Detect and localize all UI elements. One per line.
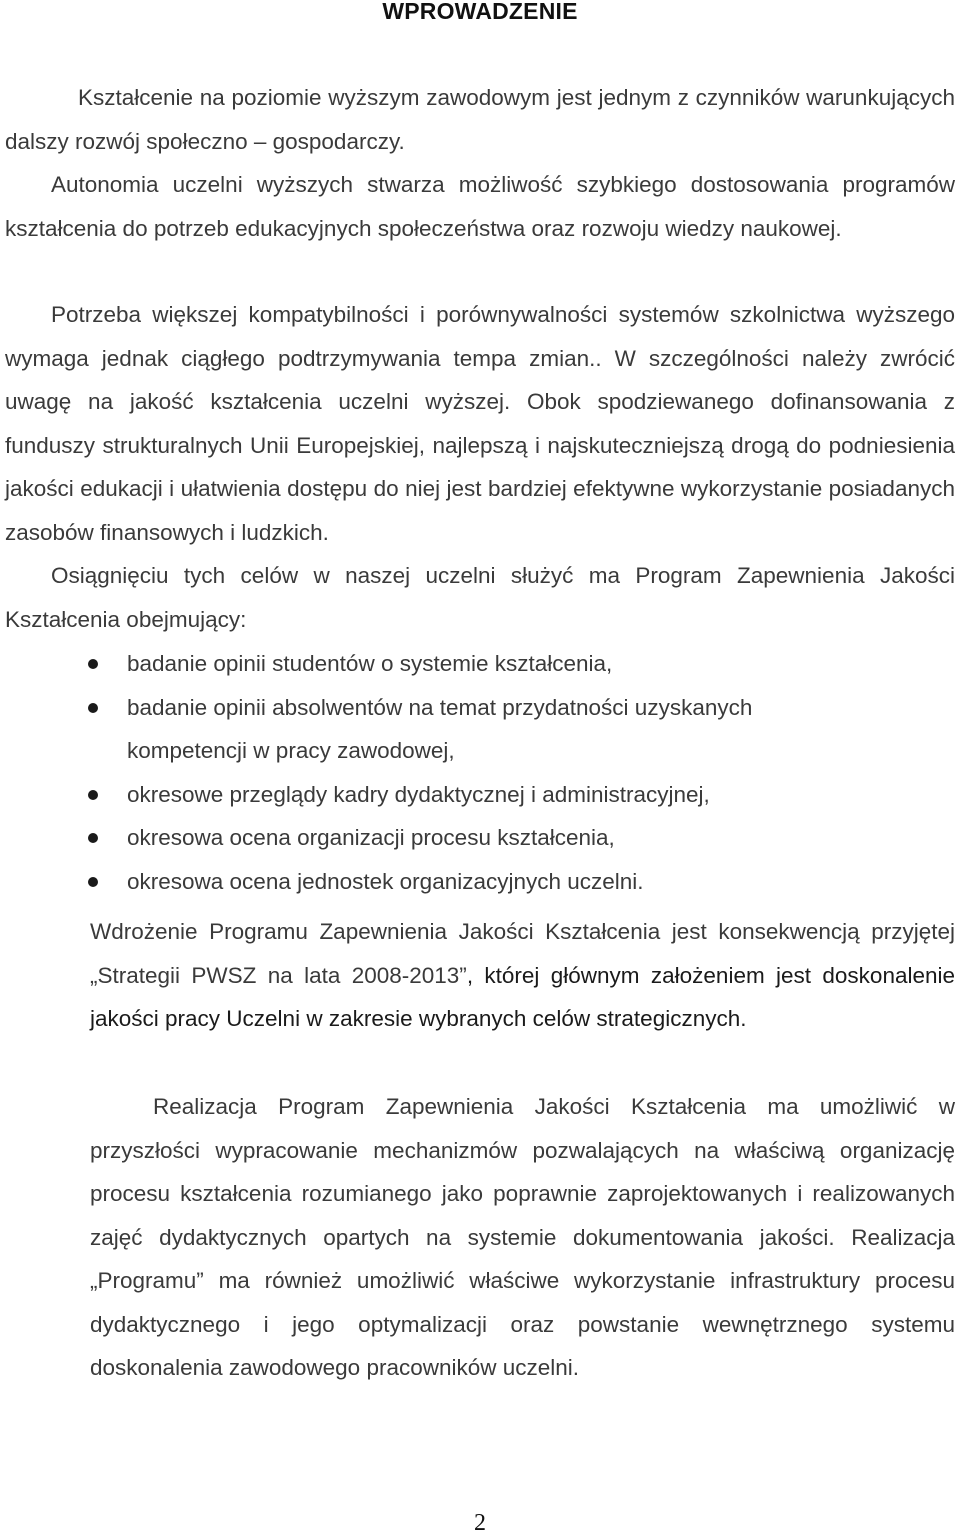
- paragraph-program-intro-text: Osiągnięciu tych celów w naszej uczelni służyć ma Program Zapewnienia Jakości Kształcenia obejmujący:: [5, 563, 955, 632]
- list-item: badanie opinii studentów o systemie kształcenia,: [0, 642, 847, 686]
- paragraph-realization: [90, 1085, 955, 1390]
- paragraph-realization-text: Realizacja Program Zapewnienia Jakości Kształcenia ma umożliwić w przyszłości wypracowanie mechanizmów pozwalających na właściwą organizację procesu kształcenia rozumianego jako poprawnie zaprojektowanych i realizowanych zajęć dydaktycznych opartych na systemie dokumentowania jakości. Realizacja „Programu” ma również umożliwić właściwe wykorzystanie infrastruktury procesu dydaktycznego i jego optymalizacji oraz powstanie wewnętrznego systemu doskonalenia zawodowego pracowników uczelni.: [90, 1094, 955, 1380]
- bullet-icon: [88, 659, 98, 669]
- page-title: WPROWADZENIE: [382, 0, 578, 24]
- bullet-icon: [88, 877, 98, 887]
- bullet-icon: [88, 703, 98, 713]
- paragraph-autonomy-text: Autonomia uczelni wyższych stwarza możliwość szybkiego dostosowania programów kształcenia do potrzeb edukacyjnych społeczeństwa oraz rozwoju wiedzy naukowej.: [5, 172, 955, 241]
- page-number: 2: [474, 1510, 486, 1536]
- paragraph-intro: [5, 76, 955, 163]
- bullet-icon: [88, 790, 98, 800]
- program-bullet-list: [0, 642, 960, 903]
- list-item: okresowa ocena organizacji procesu kształcenia,: [0, 816, 847, 860]
- bullet-icon: [88, 833, 98, 843]
- list-item: okresowa ocena jednostek organizacyjnych uczelni.: [0, 860, 847, 904]
- list-item: badanie opinii absolwentów na temat przydatności uzyskanych kompetencji w pracy zawodowej,: [0, 686, 847, 773]
- paragraph-compatibility-text: Potrzeba większej kompatybilności i porównywalności systemów szkolnictwa wyższego wymaga jednak ciągłego podtrzymywania tempa zmian.. W szczególności należy zwrócić uwagę na jakość kształcenia uczelni wyższej. Obok spodziewanego dofinansowania z funduszy strukturalnych Unii Europejskiej, najlepszą i najskuteczniejszą drogą do podniesienia jakości edukacji i ułatwienia dostępu do niej jest bardziej efektywne wykorzystanie posiadanych zasobów finansowych i ludzkich.: [5, 302, 955, 545]
- paragraph-strategy: [90, 910, 955, 1041]
- paragraph-compatibility: [5, 293, 955, 554]
- paragraph-program-intro: [5, 554, 955, 641]
- paragraph-intro-text: Kształcenie na poziomie wyższym zawodowym jest jednym z czynników warunkujących dalszy rozwój społeczno – gospodarczy.: [5, 85, 955, 154]
- list-item: okresowe przeglądy kadry dydaktycznej i administracyjnej,: [0, 773, 847, 817]
- strategy-text-part1: Wdrożenie Programu Zapewnienia Jakości Kształcenia jest konsekwencją przyjętej „Strategii PWSZ na lata 2008-2013”: [90, 919, 955, 988]
- paragraph-autonomy: [5, 163, 955, 250]
- strategy-text-part2: , której głównym założeniem jest doskonalenie jakości pracy Uczelni w zakresie wybranych celów strategicznych.: [90, 962, 956, 1031]
